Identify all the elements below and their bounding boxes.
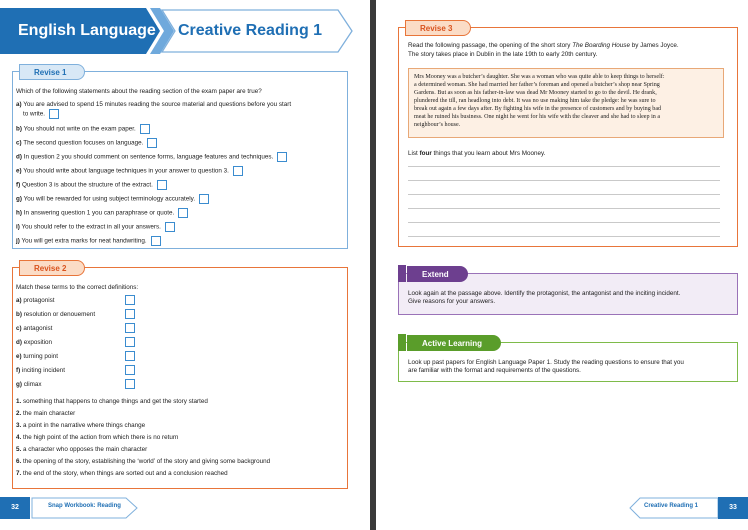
revise-2-tab: Revise 2 <box>19 260 85 276</box>
revise-1-tab: Revise 1 <box>19 64 85 80</box>
statement-b: b) You should not write on the exam paper. <box>16 124 150 134</box>
page-number-left: 32 <box>0 497 30 519</box>
revise-2-question: Match these terms to the correct definitions: <box>16 284 139 291</box>
checkbox-h[interactable] <box>178 208 188 218</box>
active-learning-tab: Active Learning <box>407 335 501 351</box>
topic-title: Creative Reading 1 <box>178 22 323 39</box>
term-g-box[interactable] <box>125 379 135 389</box>
statement-h: h) In answering question 1 you can paraphrase or quote. <box>16 208 188 218</box>
statement-a: a) You are advised to spend 15 minutes reading the source material and questions before you start <box>16 101 292 108</box>
passage-line: break out again a few days after. By fighting his wife in the presence of customers and by buying bad <box>414 106 662 112</box>
page-header <box>0 8 355 54</box>
definition-3: 3. a point in the narrative where things change <box>16 422 146 429</box>
right-page <box>376 0 748 530</box>
checkbox-b[interactable] <box>140 124 150 134</box>
term-e-box[interactable] <box>125 351 135 361</box>
revise-3-tab: Revise 3 <box>405 20 471 36</box>
term-b: b) resolution or denouement <box>16 311 96 318</box>
term-d-box[interactable] <box>125 337 135 347</box>
extend-line-1: Look again at the passage above. Identify the protagonist, the antagonist and the inciting incident. <box>408 290 681 297</box>
statement-i: i) You should refer to the extract in all your answers. <box>16 222 175 232</box>
term-e: e) turning point <box>16 353 59 360</box>
statement-e: e) You should write about language techniques in your answer to question 3. <box>16 166 243 176</box>
passage-line: meat he ruined his business. One night he went for his wife with the cleaver and she had to sleep in a <box>414 114 661 120</box>
definition-4: 4. the high point of the action from which there is no return <box>16 434 179 441</box>
passage-line: plundered the till, ran headlong into debt. It was no use making him take the pledge: he was sure to <box>414 98 656 104</box>
checkbox-a[interactable] <box>49 109 59 119</box>
definition-2: 2. the main character <box>16 410 76 417</box>
extend-tab: Extend <box>407 266 468 282</box>
checkbox-e[interactable] <box>233 166 243 176</box>
extend-line-2: Give reasons for your answers. <box>408 298 496 305</box>
subject-title: English Language <box>18 22 156 39</box>
revise-1-question: Which of the following statements about the reading section of the exam paper are true? <box>16 88 262 95</box>
answer-line[interactable] <box>408 180 720 181</box>
active-learning-line-1: Look up past papers for English Language Paper 1. Study the reading questions to ensure that you <box>408 359 684 366</box>
term-c: c) antagonist <box>16 325 53 332</box>
term-d: d) exposition <box>16 339 53 346</box>
left-page <box>0 0 370 530</box>
revise-3-task: List four things that you learn about Mrs Mooney. <box>408 150 546 157</box>
answer-line[interactable] <box>408 208 720 209</box>
statement-j: j) You will get extra marks for neat handwriting. <box>16 236 161 246</box>
term-f: f) inciting incident <box>16 367 66 374</box>
revise-1-box <box>12 68 348 249</box>
statement-f: f) Question 3 is about the structure of the extract. <box>16 180 167 190</box>
term-f-box[interactable] <box>125 365 135 375</box>
active-learning-marker <box>398 334 406 351</box>
term-b-box[interactable] <box>125 309 135 319</box>
revise-3-intro-2: The story takes place in Dublin in the late 19th to early 20th century. <box>408 51 598 58</box>
checkbox-f[interactable] <box>157 180 167 190</box>
checkbox-i[interactable] <box>165 222 175 232</box>
statement-c: c) The second question focuses on language. <box>16 138 157 148</box>
active-learning-box <box>398 339 738 382</box>
answer-line[interactable] <box>408 222 720 223</box>
statement-a-line2: to write. <box>23 109 59 119</box>
page-number-right: 33 <box>718 497 748 519</box>
statement-g: g) You will be rewarded for using subject terminology accurately. <box>16 194 209 204</box>
definition-1: 1. something that happens to change things and get the story started <box>16 398 208 405</box>
checkbox-g[interactable] <box>199 194 209 204</box>
book-title: Snap Workbook: Reading <box>48 503 121 509</box>
statement-d: d) In question 2 you should comment on sentence forms, language features and techniques. <box>16 152 287 162</box>
passage-extract <box>408 68 724 138</box>
answer-line[interactable] <box>408 166 720 167</box>
footer-left <box>0 497 140 519</box>
answer-line[interactable] <box>408 236 720 237</box>
term-a: a) protagonist <box>16 297 55 304</box>
footer-topic: Creative Reading 1 <box>644 503 699 509</box>
passage-line: neighbour’s house. <box>414 122 461 128</box>
passage-line: Gardens. But as soon as his father-in-law was dead Mr Mooney started to go to the devil. He drank, <box>414 90 657 96</box>
checkbox-d[interactable] <box>277 152 287 162</box>
passage-line: a determined woman. She had married her father’s foreman and opened a butcher’s shop near Spring <box>414 82 660 88</box>
passage-line: Mrs Mooney was a butcher’s daughter. She was a woman who was quite able to keep things to herself: <box>414 74 665 80</box>
extend-box <box>398 270 738 315</box>
definition-7: 7. the end of the story, when things are sorted out and a conclusion reached <box>16 470 228 477</box>
term-a-box[interactable] <box>125 295 135 305</box>
answer-line[interactable] <box>408 194 720 195</box>
definition-5: 5. a character who opposes the main character <box>16 446 148 453</box>
footer-right <box>628 497 748 519</box>
term-c-box[interactable] <box>125 323 135 333</box>
extend-marker <box>398 265 406 282</box>
active-learning-line-2: are familiar with the format and requirements of the questions. <box>408 367 581 374</box>
revise-3-intro: Read the following passage, the opening of the short story The Boarding House by James Joyce. <box>408 42 679 49</box>
revise-2-box <box>12 264 348 489</box>
definition-6: 6. the opening of the story, establishing the ‘world’ of the story and giving some background <box>16 458 271 465</box>
checkbox-j[interactable] <box>151 236 161 246</box>
term-g: g) climax <box>16 381 42 388</box>
checkbox-c[interactable] <box>147 138 157 148</box>
